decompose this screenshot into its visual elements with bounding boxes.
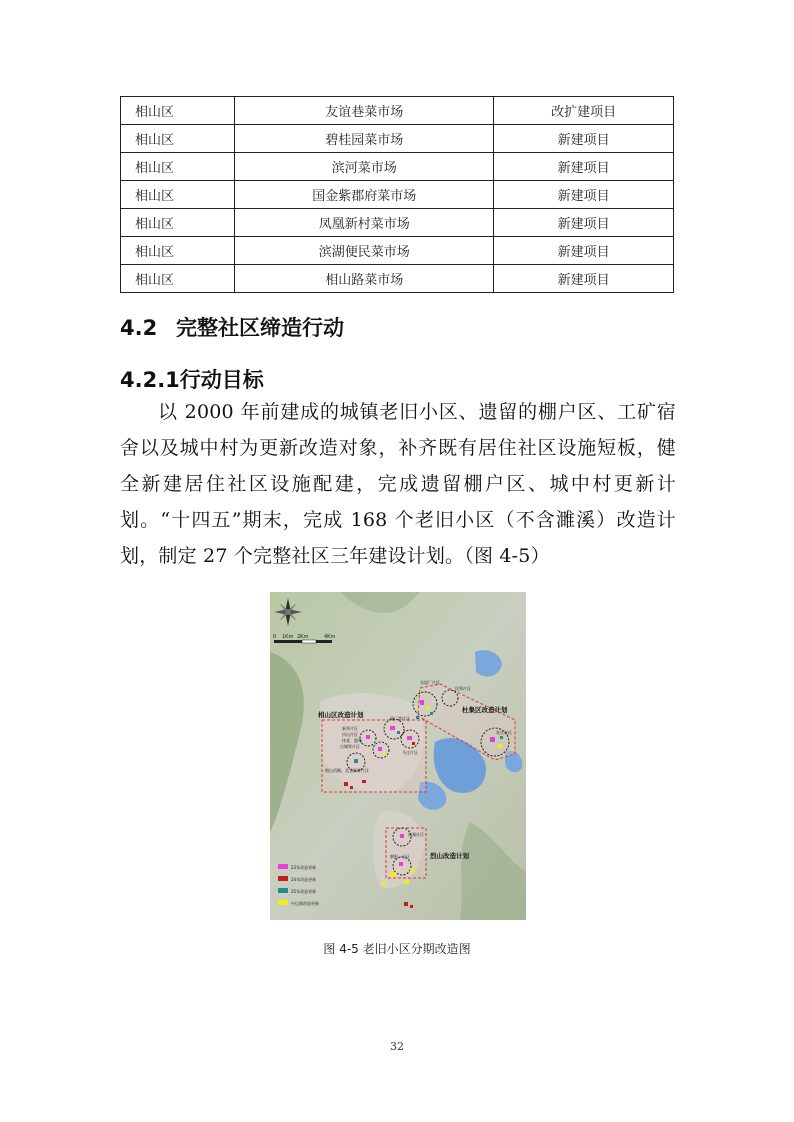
district-cell: 相山区: [121, 209, 235, 237]
body-paragraph: 以 2000 年前建成的城镇老旧小区、遗留的棚户区、工矿宿舍以及城中村为更新改造对象，补齐既有居住社区设施短板，健全新建居住社区设施配建，完成遗留棚户区、城中村更新计划。“十四五”期末，完成 168 个老旧小区（不含濉溪）改造计划，制定 27 个完整社区三年建设计划。（图 4-5）: [120, 401, 676, 567]
market-name-cell: 滨河菜市场: [235, 153, 494, 181]
zone-label-lieshan: 烈山改造计划: [430, 852, 469, 860]
market-name-cell: 相山路菜市场: [235, 265, 494, 293]
zone-label-xiangshan: 相山区改造计划: [318, 711, 364, 719]
district-cell: 相山区: [121, 265, 235, 293]
table-row: [121, 125, 674, 153]
scale-label: 1Km: [282, 634, 294, 640]
scale-bar: [273, 634, 335, 643]
table-row: [121, 181, 674, 209]
project-type-cell: 新建项目: [494, 125, 674, 153]
market-name-cell: 友谊巷菜市场: [235, 97, 494, 125]
area-label: 朱庄社区: [496, 730, 512, 735]
market-name-cell: 碧桂园菜市场: [235, 125, 494, 153]
legend-swatch-2024: [278, 876, 288, 881]
legend-swatch-2025: [278, 888, 288, 893]
area-label: 抖山片区: [342, 732, 358, 737]
area-label: 马庄片区: [402, 750, 418, 755]
district-cell: 相山区: [121, 97, 235, 125]
xiangshan-zone-outline: [322, 720, 426, 792]
section-heading: [120, 312, 344, 342]
area-label: 新华片区: [342, 726, 358, 731]
district-cell: 相山区: [121, 181, 235, 209]
market-project-table: [120, 96, 674, 293]
section-title: 完整社区缔造行动: [176, 316, 344, 340]
market-name-cell: 国金紫郡府菜市场: [235, 181, 494, 209]
table-row: [121, 209, 674, 237]
figure-caption: 图 4-5 老旧小区分期改造图: [323, 942, 471, 956]
table-row: [121, 265, 674, 293]
project-type-cell: 新建项目: [494, 153, 674, 181]
area-label: 佳和片区: [455, 686, 471, 691]
area-label: 朝阳一小区: [390, 854, 410, 859]
project-type-cell: 新建项目: [494, 265, 674, 293]
area-label: 水泥厂片区: [420, 680, 440, 685]
legend-label: 23年改造更新: [291, 865, 317, 870]
table-row: [121, 153, 674, 181]
scale-label: 4Km: [324, 634, 336, 640]
legend-swatch-long-term: [278, 900, 288, 905]
district-cell: 相山区: [121, 125, 235, 153]
legend-label: 24年改造更新: [291, 877, 317, 882]
area-label: 机厂等片区: [390, 716, 410, 721]
project-type-cell: 新建项目: [494, 237, 674, 265]
scale-label: 2Km: [297, 634, 309, 640]
area-label: 相山西侧、美食街等片区: [325, 768, 369, 773]
area-label: 南湖社区: [408, 832, 424, 837]
renovation-phase-map: [270, 592, 526, 920]
table-row: [121, 97, 674, 125]
page-number: 32: [390, 1040, 404, 1053]
area-label: 古城等片区: [340, 744, 360, 749]
subsection-heading: 4.2.1行动目标: [120, 368, 264, 392]
district-cell: 相山区: [121, 237, 235, 265]
project-type-cell: 新建项目: [494, 209, 674, 237]
project-type-cell: 新建项目: [494, 181, 674, 209]
market-name-cell: 凤凰新村菜市场: [235, 209, 494, 237]
district-cell: 相山区: [121, 153, 235, 181]
market-name-cell: 滨湖便民菜市场: [235, 237, 494, 265]
scale-label: 0: [273, 634, 277, 640]
legend-swatch-2023: [278, 864, 288, 869]
table-row: [121, 237, 674, 265]
project-type-cell: 改扩建项目: [494, 97, 674, 125]
legend-label: 中运期改造更新: [291, 901, 319, 906]
zone-label-duji: 杜集区改造计划: [462, 706, 508, 714]
section-number: 4.2: [120, 316, 158, 340]
area-label: 体育、惠苑: [342, 738, 362, 743]
legend-label: 25年改造更新: [291, 889, 317, 894]
